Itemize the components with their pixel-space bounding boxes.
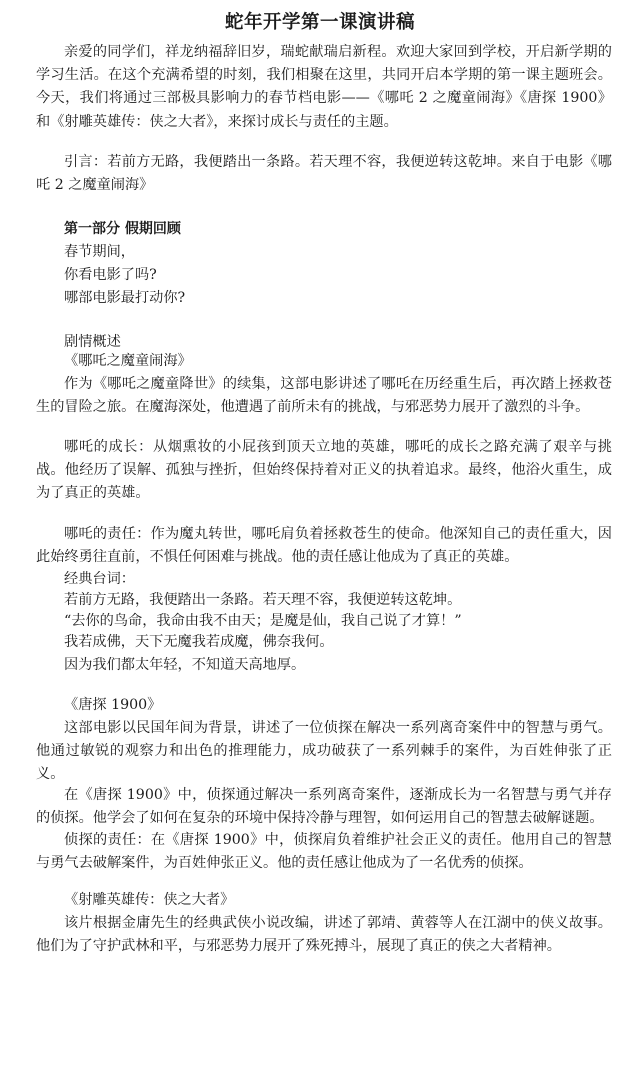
film2-responsibility: 侦探的责任：在《唐探 1900》中，侦探肩负着维护社会正义的责任。他用自己的智慧与勇气去破解案件，为百姓伸张正义。他的责任感让他成为了一名优秀的侦探。	[36, 832, 612, 872]
film1-growth: 哪吒的成长：从烟熏妆的小屁孩到顶天立地的英雄，哪吒的成长之路充满了艰辛与挑战。他经历了误解、孤独与挫折，但始终保持着对正义的执着追求。最终，他浴火重生，成为了真正的英雄。	[36, 439, 612, 502]
intro-paragraph: 亲爱的同学们，祥龙纳福辞旧岁，瑞蛇献瑞启新程。欢迎大家回到学校，开启新学期的学习生活。在这个充满希望的时刻，我们相聚在这里，共同开启本学期的第一课主题班会。今天，我们将通过三部极具影响力的春节档电影——《哪吒 2 之魔童闹海》《唐探 1900》和《射雕英雄传：侠之大者》，来探讨成长与责任的主题。	[36, 44, 612, 130]
question-line: 哪部电影最打动你?	[64, 290, 186, 306]
film1-description: 作为《哪吒之魔童降世》的续集，这部电影讲述了哪吒在历经重生后，再次踏上拯救苍生的冒险之旅。在魔海深处，他遭遇了前所未有的挑战，与邪恶势力展开了激烈的斗争。	[36, 376, 612, 416]
quote-line: 我若成佛，天下无魔我若成魔，佛奈我何。	[64, 634, 334, 650]
film2-growth: 在《唐探 1900》中，侦探通过解决一系列离奇案件，逐渐成长为一名智慧与勇气并存的侦探。他学会了如何在复杂的环境中保持冷静与理智，如何运用自己的智慧去破解谜题。	[36, 787, 612, 827]
film3-description: 该片根据金庸先生的经典武侠小说改编，讲述了郭靖、黄蓉等人在江湖中的侠义故事。他们为了守护武林和平，与邪恶势力展开了殊死搏斗，展现了真正的侠之大者精神。	[36, 915, 612, 955]
summary-label: 剧情概述	[64, 334, 121, 350]
page-title: 蛇年开学第一课演讲稿	[224, 12, 415, 33]
question-line: 你看电影了吗?	[64, 267, 157, 283]
film3-title: 《射雕英雄传：侠之大者》	[64, 892, 235, 908]
lines-label: 经典台词：	[64, 571, 135, 587]
film1-responsibility: 哪吒的责任：作为魔丸转世，哪吒肩负着拯救苍生的使命。他深知自己的责任重大，因此始终勇往直前，不惧任何困难与挑战。他的责任感让他成为了真正的英雄。	[36, 526, 612, 566]
quote-line: 因为我们都太年轻，不知道天高地厚。	[64, 657, 306, 673]
part1-heading: 第一部分 假期回顾	[64, 221, 181, 237]
quote-paragraph: 引言：若前方无路，我便踏出一条路。若天理不容，我便逆转这乾坤。来自于电影《哪吒 2 之魔童闹海》	[36, 154, 612, 194]
film1-title: 《哪吒之魔童闹海》	[64, 353, 192, 369]
quote-line: 若前方无路，我便踏出一条路。若天理不容，我便逆转这乾坤。	[64, 592, 462, 608]
film2-description: 这部电影以民国年间为背景，讲述了一位侦探在解决一系列离奇案件中的智慧与勇气。他通过敏锐的观察力和出色的推理能力，成功破获了一系列棘手的案件，为百姓伸张了正义。	[36, 720, 612, 783]
film2-title: 《唐探 1900》	[64, 697, 162, 713]
question-line: 春节期间，	[64, 244, 135, 260]
quote-line: “去你的鸟命，我命由我不由天；是魔是仙，我自己说了才算！”	[64, 613, 462, 629]
